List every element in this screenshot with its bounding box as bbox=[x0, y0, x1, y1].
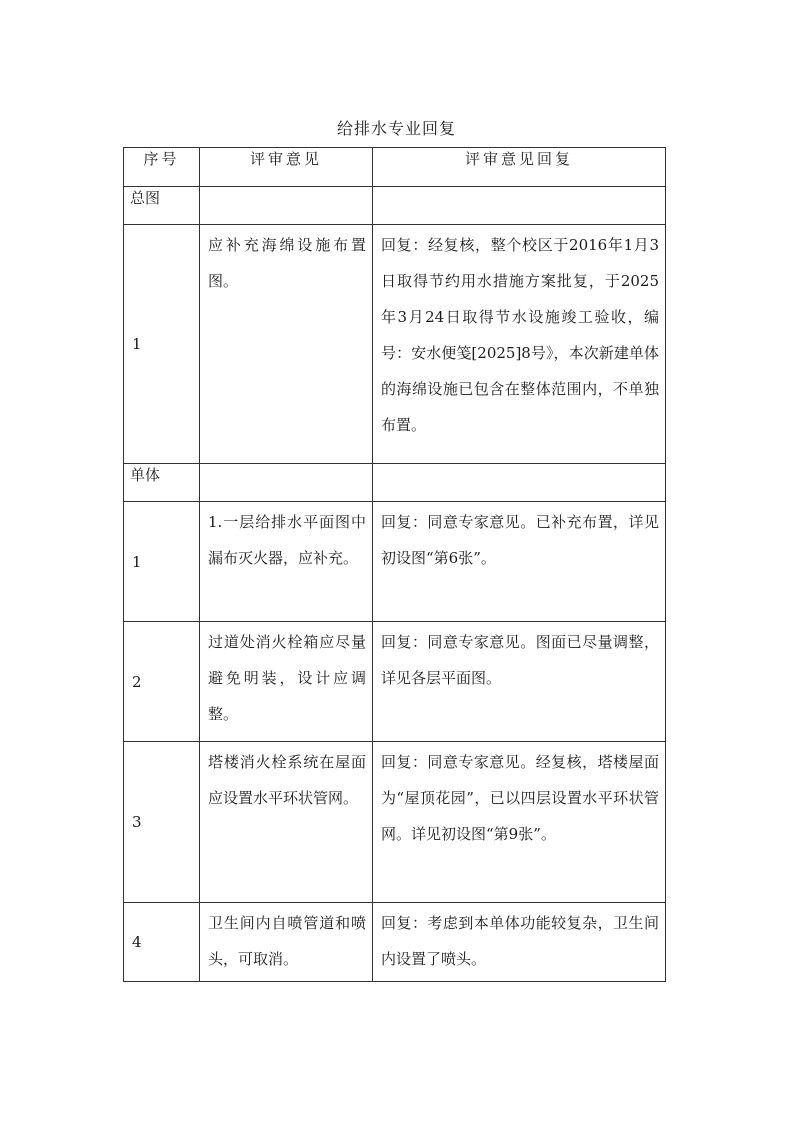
review-comment: 应补充海绵设施布置图。 bbox=[208, 236, 366, 290]
row-number: 1 bbox=[124, 225, 200, 464]
review-reply: 回复：同意专家意见。已补充布置，详见初设图“第6张”。 bbox=[381, 513, 659, 567]
review-reply: 回复：同意专家意见。经复核，塔楼屋面为“屋顶花园”，已以四层设置水平环状管网。详见初设图“第9张”。 bbox=[381, 753, 659, 843]
section-label: 单体 bbox=[124, 464, 200, 502]
row-number: 3 bbox=[124, 742, 200, 903]
row-number: 2 bbox=[124, 622, 200, 742]
section-row-building bbox=[124, 464, 666, 502]
review-reply: 回复：考虑到本单体功能较复杂，卫生间内设置了喷头。 bbox=[381, 914, 659, 968]
review-reply: 回复：经复核，整个校区于2016年1月3日取得节约用水措施方案批复，于2025年3月24日取得节水设施竣工验收，编号：安水便笺[2025]8号》，本次新建单体的海绵设施已包含在整体范围内，不单独布置。 bbox=[381, 236, 659, 434]
section-row-site-plan bbox=[124, 187, 666, 225]
page-title: 给排水专业回复 bbox=[336, 119, 456, 138]
row-number: 4 bbox=[124, 903, 200, 982]
review-reply: 回复：同意专家意见。图面已尽量调整，详见各层平面图。 bbox=[381, 633, 659, 687]
table-row bbox=[124, 622, 666, 742]
review-comment: 卫生间内自喷管道和喷头，可取消。 bbox=[208, 914, 366, 968]
header-reply: 评审意见回复 bbox=[373, 148, 666, 187]
review-comment: 过道处消火栓箱应尽量避免明装，设计应调整。 bbox=[208, 633, 366, 723]
review-table bbox=[123, 147, 666, 982]
table-row bbox=[124, 502, 666, 622]
row-number: 1 bbox=[124, 502, 200, 622]
table-row bbox=[124, 225, 666, 464]
table-row bbox=[124, 742, 666, 903]
header-comment: 评审意见 bbox=[200, 148, 373, 187]
table-header-row bbox=[124, 148, 666, 187]
review-comment: 1.一层给排水平面图中漏布灭火器，应补充。 bbox=[208, 513, 366, 567]
header-no: 序号 bbox=[124, 148, 200, 187]
table-row bbox=[124, 903, 666, 982]
review-comment: 塔楼消火栓系统在屋面应设置水平环状管网。 bbox=[208, 753, 366, 807]
section-label: 总图 bbox=[124, 187, 200, 225]
